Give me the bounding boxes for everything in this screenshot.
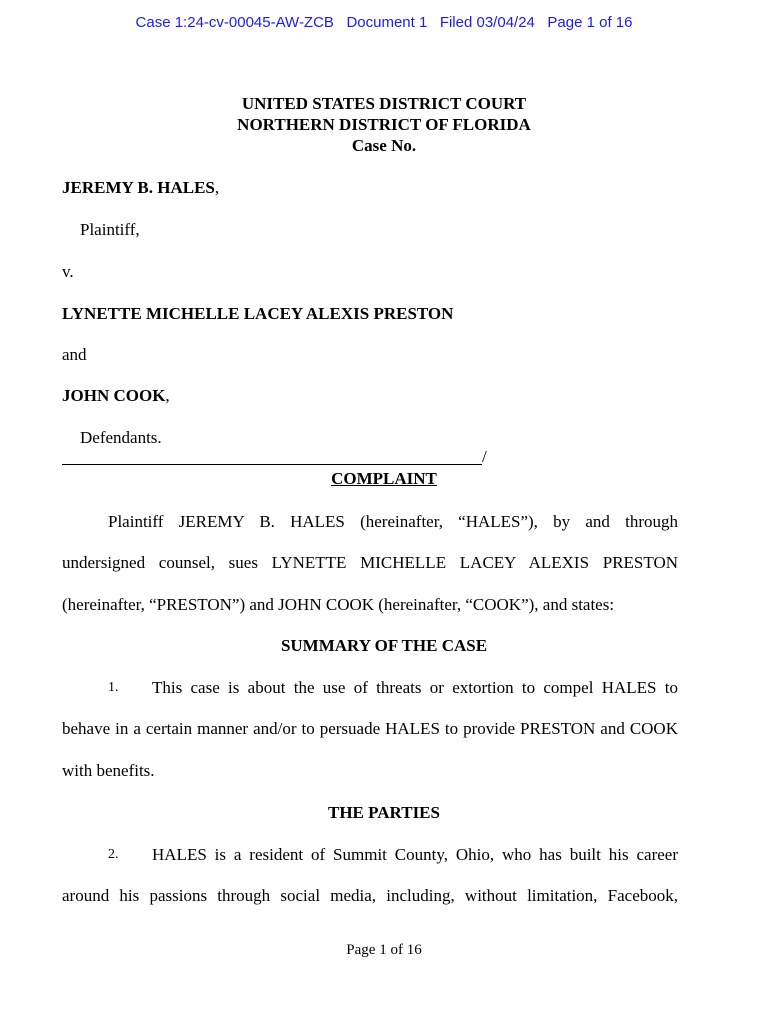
case-number: Case No. — [351, 136, 417, 155]
para1-line-1: This case is about the use of threats or extortion to compel HALES to — [152, 678, 678, 697]
plaintiff-comma: , — [214, 178, 220, 197]
and-conjunction: and — [62, 345, 87, 364]
defendant-one: LYNETTE MICHELLE LACEY ALEXIS PRESTON — [62, 304, 454, 323]
para2-line-1: HALES is a resident of Summit County, Ohio, who has built his career — [152, 845, 678, 864]
complaint-title-wrap — [0, 469, 768, 489]
caption-rule — [62, 464, 482, 465]
defendant-role: Defendants. — [80, 428, 162, 447]
parties-heading: THE PARTIES — [328, 803, 440, 822]
para2-line-2: around his passions through social media, including, without limitation, Facebook, — [62, 886, 678, 905]
plaintiff-name-line — [62, 178, 219, 198]
para1-line-2: behave in a certain manner and/or to persuade HALES to provide PRESTON and COOK — [62, 719, 678, 738]
intro-line-1: Plaintiff JEREMY B. HALES (hereinafter, “HALES”), by and through — [108, 512, 678, 531]
caption-slash: / — [482, 447, 487, 466]
court-district: NORTHERN DISTRICT OF FLORIDA — [237, 115, 531, 134]
para1-line-3: with benefits. — [62, 761, 155, 780]
defendant-two: JOHN COOK — [62, 386, 166, 405]
defendant-two-comma: , — [165, 386, 170, 405]
complaint-title: COMPLAINT — [331, 469, 437, 488]
versus: v. — [62, 262, 74, 281]
paragraph-number-1: 1. — [108, 680, 119, 695]
plaintiff-role: Plaintiff, — [80, 220, 140, 239]
court-filing-stamp: Case 1:24-cv-00045-AW-ZCB Document 1 Filed 03/04/24 Page 1 of 16 — [135, 14, 633, 31]
court-name: UNITED STATES DISTRICT COURT — [241, 94, 527, 113]
plaintiff-name: JEREMY B. HALES — [62, 178, 215, 197]
defendant-two-line — [62, 386, 170, 406]
paragraph-number-2: 2. — [108, 847, 119, 862]
page-footer: Page 1 of 16 — [346, 942, 422, 958]
intro-line-3: (hereinafter, “PRESTON”) and JOHN COOK (hereinafter, “COOK”), and states: — [62, 595, 615, 614]
summary-heading: SUMMARY OF THE CASE — [280, 636, 488, 655]
intro-line-2: undersigned counsel, sues LYNETTE MICHELLE LACEY ALEXIS PRESTON — [62, 553, 678, 572]
